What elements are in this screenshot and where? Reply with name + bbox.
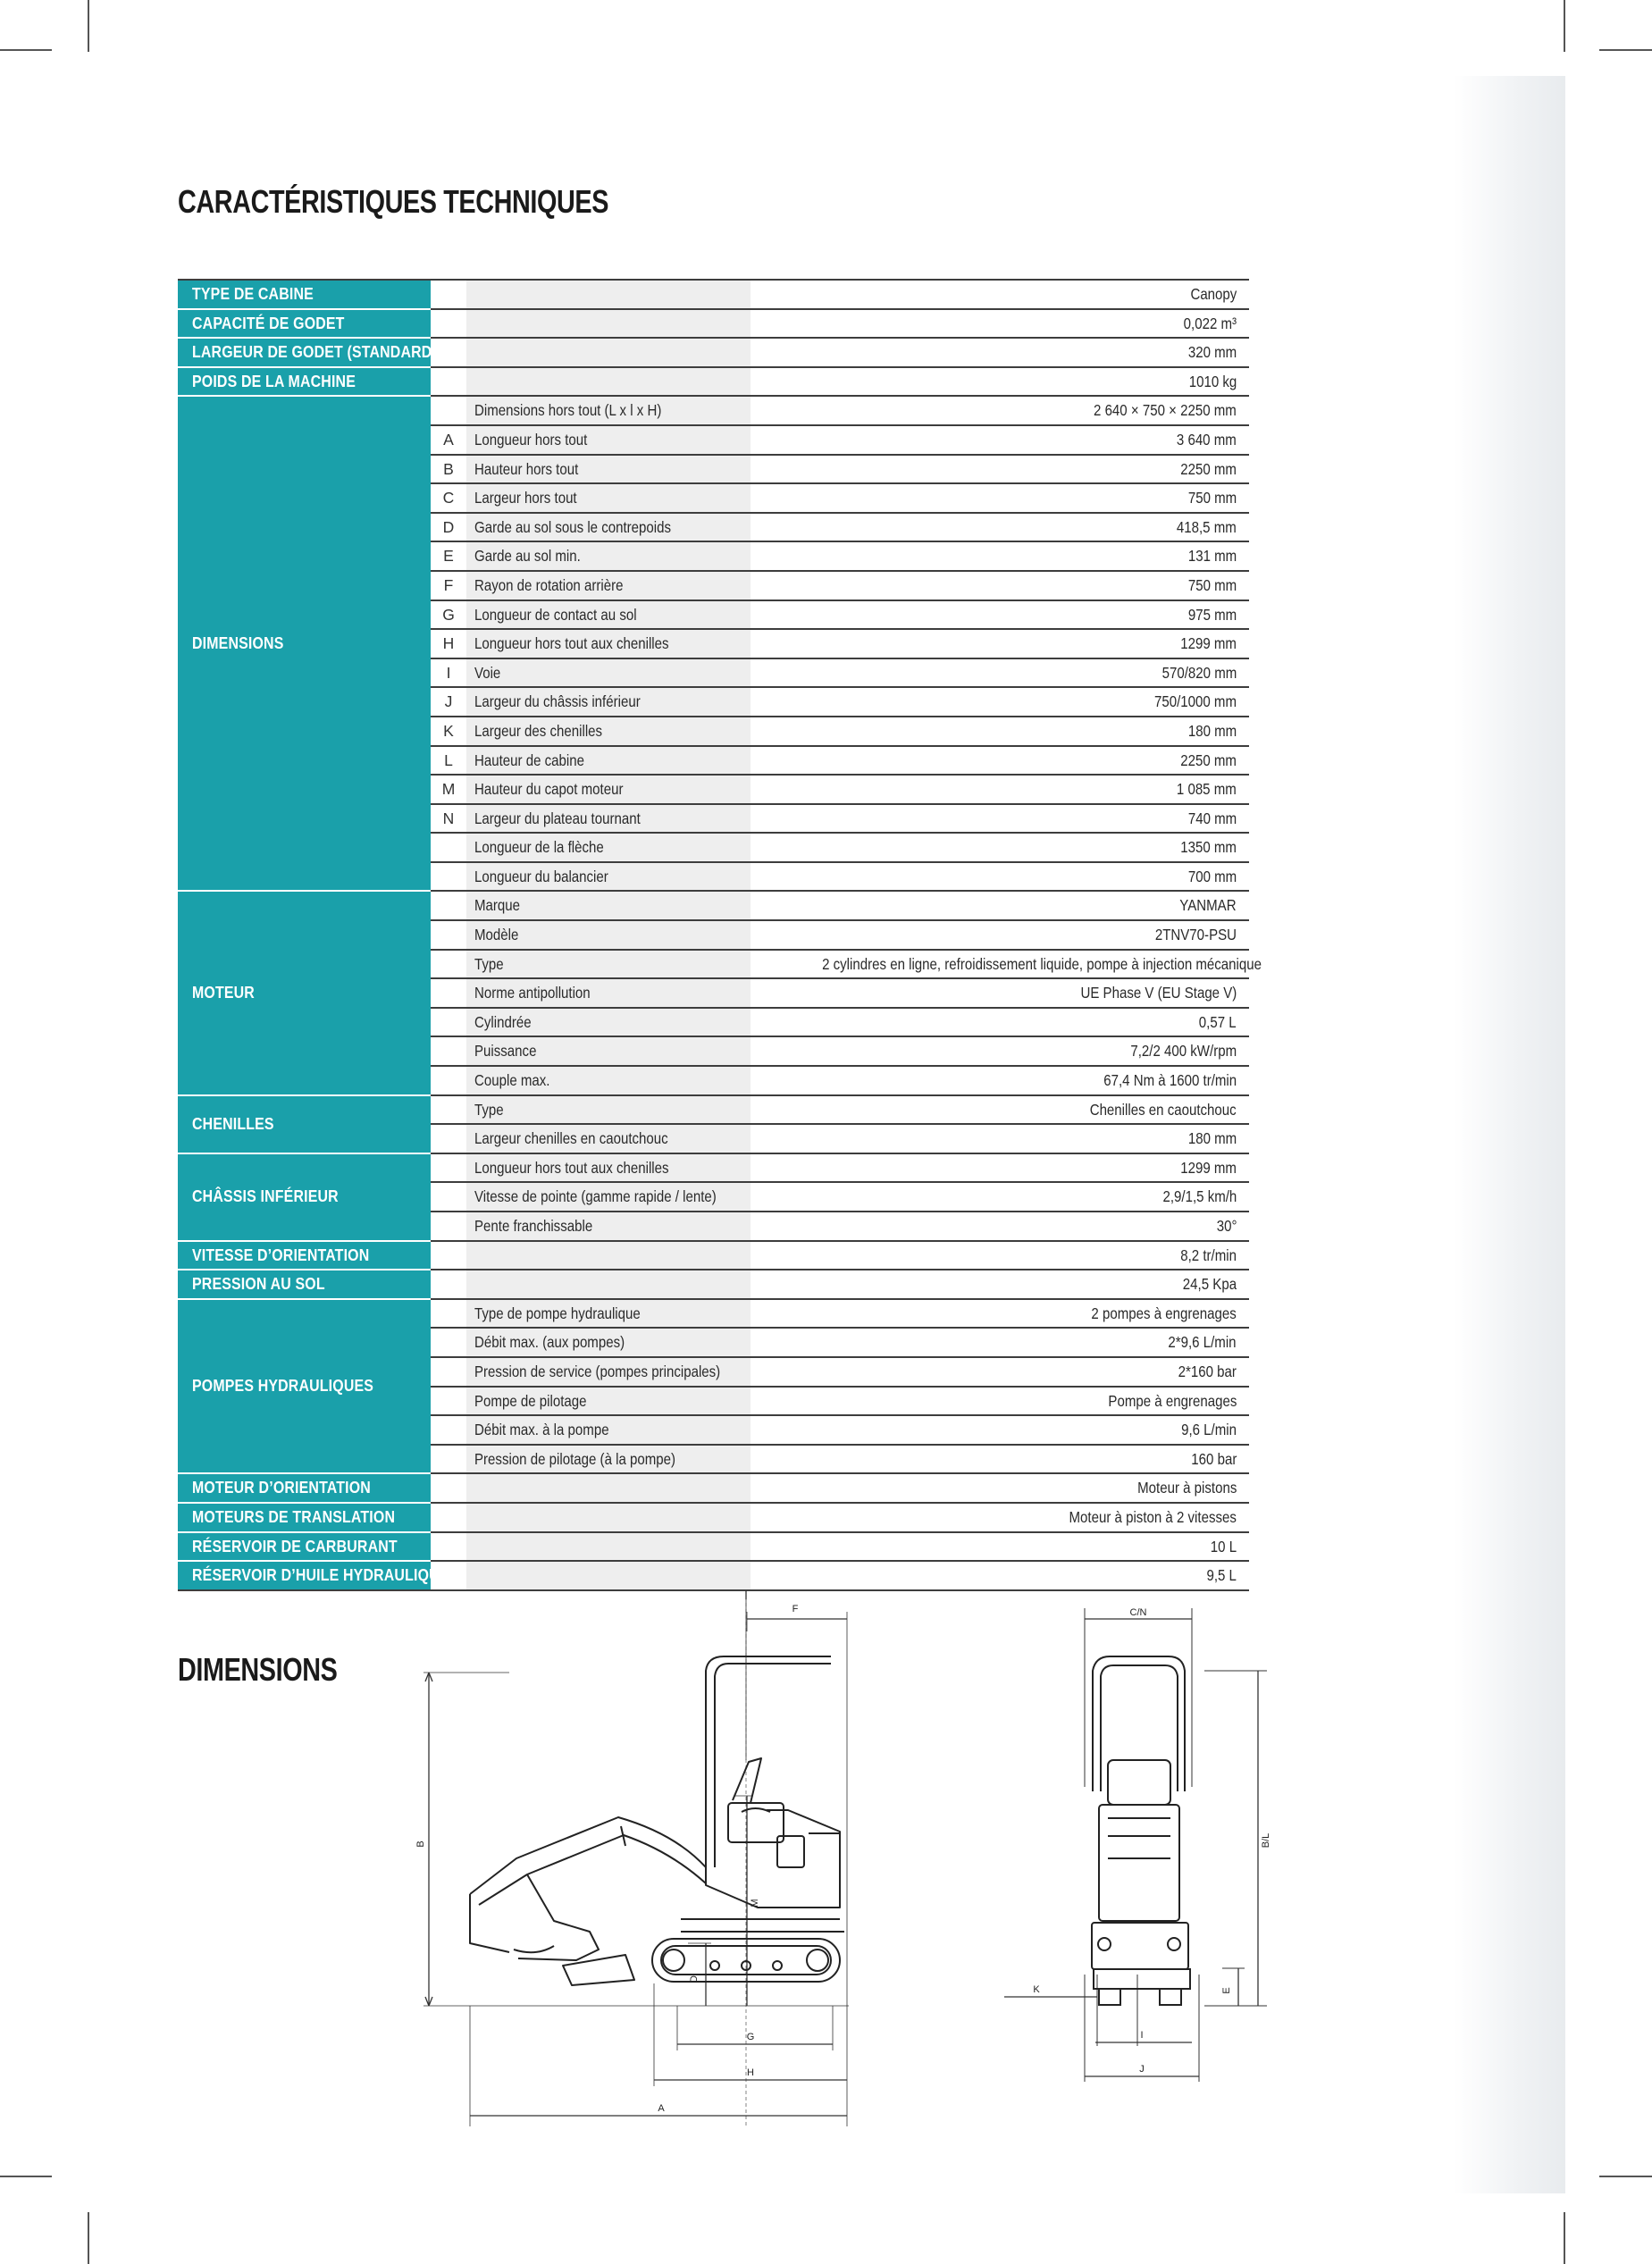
spec-row	[178, 1473, 1249, 1503]
crop-mark	[88, 0, 89, 52]
spec-value	[751, 600, 1249, 630]
spec-table-body	[178, 280, 1262, 1590]
spec-label-text: Dimensions hors tout (L x l x H)	[474, 401, 662, 420]
dim-label-I: I	[1140, 2030, 1144, 2041]
spec-letter	[431, 1036, 466, 1066]
spec-label	[466, 541, 751, 571]
spec-label-text: Cylindrée	[474, 1012, 532, 1031]
spec-label-text: Vitesse de pointe (gamme rapide / lente)	[474, 1187, 717, 1206]
spec-value-text: 180 mm	[1187, 721, 1237, 740]
spec-label-text: Hauteur hors tout	[474, 459, 579, 478]
spec-value	[751, 1445, 1249, 1474]
spec-section-text: MOTEUR D’ORIENTATION	[192, 1478, 371, 1497]
spec-value	[751, 1561, 1249, 1590]
crop-mark	[0, 2176, 52, 2177]
spec-value	[751, 541, 1249, 571]
spec-letter: N	[431, 804, 466, 834]
spec-label	[466, 571, 751, 600]
excavator-side-view-drawing	[415, 1599, 867, 2135]
spec-section-label	[178, 1241, 431, 1270]
spec-label-text: Largeur des chenilles	[474, 721, 603, 740]
dim-label-B: B	[415, 1841, 426, 1848]
spec-section-label	[178, 1095, 431, 1153]
spec-row	[178, 1095, 1249, 1125]
spec-section-label	[178, 309, 431, 339]
spec-label-text: Voie	[474, 663, 501, 682]
spec-letter: M	[431, 775, 466, 804]
spec-label-text: Largeur du châssis inférieur	[474, 692, 641, 711]
spec-section-text: MOTEUR	[192, 983, 255, 1002]
dim-label-G: G	[746, 2032, 755, 2042]
spec-section-label	[178, 1299, 431, 1474]
spec-row	[178, 1153, 1249, 1183]
spec-value	[751, 1153, 1249, 1183]
dim-label-K: K	[1033, 1984, 1040, 1995]
spec-label	[466, 1357, 751, 1387]
spec-value-text: Canopy	[1190, 285, 1237, 303]
spec-label-text: Rayon de rotation arrière	[474, 575, 624, 594]
dim-label-F: F	[792, 1604, 799, 1614]
spec-letter: F	[431, 571, 466, 600]
spec-section-label	[178, 1503, 431, 1532]
spec-label-text: Longueur de contact au sol	[474, 605, 637, 624]
spec-value-text: 10 L	[1210, 1537, 1237, 1555]
spec-label	[466, 483, 751, 513]
spec-value-text: 2*160 bar	[1178, 1362, 1237, 1380]
spec-row	[178, 891, 1249, 920]
spec-label	[466, 338, 751, 367]
spec-label	[466, 1299, 751, 1329]
spec-label-text: Largeur chenilles en caoutchouc	[474, 1129, 668, 1148]
spec-value-text: Moteur à pistons	[1136, 1479, 1237, 1497]
spec-section-label	[178, 891, 431, 1094]
spec-value-text: 975 mm	[1187, 605, 1237, 624]
spec-letter	[431, 1153, 466, 1183]
spec-label-text: Norme antipollution	[474, 984, 591, 1002]
spec-table	[178, 279, 1262, 1591]
dim-label-C-N: C/N	[1129, 1607, 1147, 1618]
spec-label-text: Pente franchissable	[474, 1217, 593, 1235]
dim-label-B-L: B/L	[1261, 1832, 1271, 1849]
excavator-front-view-drawing	[999, 1599, 1285, 2100]
spec-letter	[431, 1503, 466, 1532]
spec-value	[751, 396, 1249, 425]
spec-label-text: Pompe de pilotage	[474, 1391, 587, 1410]
spec-value-text: 750/1000 mm	[1153, 692, 1237, 711]
spec-value-text: 9,6 L/min	[1181, 1421, 1237, 1439]
spec-value-text: 131 mm	[1187, 547, 1237, 566]
specs-title: CARACTÉRISTIQUES TECHNIQUES	[178, 183, 609, 220]
spec-value	[751, 309, 1249, 339]
spec-letter	[431, 833, 466, 862]
spec-letter: K	[431, 717, 466, 746]
crop-mark	[0, 49, 52, 51]
spec-label	[466, 1445, 751, 1474]
spec-label	[466, 804, 751, 834]
spec-value	[751, 1008, 1249, 1037]
spec-label-text: Débit max. (aux pompes)	[474, 1333, 625, 1352]
spec-value-text: 0,57 L	[1199, 1012, 1237, 1031]
spec-label	[466, 455, 751, 484]
spec-label-text: Hauteur du capot moteur	[474, 780, 624, 799]
spec-label-text: Pression de pilotage (à la pompe)	[474, 1449, 676, 1468]
spec-letter	[431, 1357, 466, 1387]
spec-value-text: 0,022 m³	[1183, 314, 1237, 332]
spec-row	[178, 309, 1249, 339]
spec-label	[466, 1008, 751, 1037]
spec-section-label	[178, 396, 431, 891]
spec-label	[466, 950, 751, 979]
spec-label	[466, 1532, 751, 1562]
spec-value	[751, 717, 1249, 746]
spec-value	[751, 1415, 1249, 1445]
spec-value	[751, 891, 1249, 920]
spec-section-label	[178, 1153, 431, 1241]
spec-value	[751, 950, 1262, 979]
spec-value-text: 700 mm	[1187, 867, 1237, 885]
spec-letter: A	[431, 425, 466, 455]
crop-mark	[88, 2212, 89, 2264]
spec-letter	[431, 862, 466, 892]
dimensions-title: DIMENSIONS	[178, 1651, 338, 1688]
spec-value-text: 2 pompes à engrenages	[1091, 1304, 1237, 1322]
spec-letter	[431, 1095, 466, 1125]
spec-label	[466, 775, 751, 804]
spec-label-text: Modèle	[474, 926, 519, 944]
spec-value	[751, 1328, 1249, 1357]
spec-value	[751, 513, 1249, 542]
spec-label	[466, 717, 751, 746]
spec-label	[466, 396, 751, 425]
spec-letter: C	[431, 483, 466, 513]
spec-letter	[431, 280, 466, 309]
spec-label	[466, 1066, 751, 1095]
spec-label	[466, 1124, 751, 1153]
spec-letter	[431, 1299, 466, 1329]
spec-letter	[431, 1473, 466, 1503]
spec-section-text: PRESSION AU SOL	[192, 1274, 325, 1294]
spec-value	[751, 1212, 1249, 1241]
spec-letter	[431, 1124, 466, 1153]
spec-letter	[431, 1328, 466, 1357]
crop-mark	[1564, 2212, 1565, 2264]
spec-letter	[431, 1182, 466, 1212]
spec-label	[466, 658, 751, 688]
spec-label	[466, 425, 751, 455]
spec-value	[751, 746, 1249, 776]
spec-label	[466, 1561, 751, 1590]
spec-value-text: 30°	[1216, 1217, 1237, 1235]
spec-value	[751, 455, 1249, 484]
spec-row	[178, 1561, 1249, 1590]
spec-label	[466, 1241, 751, 1270]
spec-value-text: YANMAR	[1179, 896, 1237, 915]
spec-section-label	[178, 1270, 431, 1299]
spec-label	[466, 600, 751, 630]
spec-letter	[431, 1212, 466, 1241]
spec-letter	[431, 1445, 466, 1474]
spec-label	[466, 687, 751, 717]
spec-label-text: Largeur du plateau tournant	[474, 809, 641, 827]
spec-value	[751, 1357, 1249, 1387]
spec-value	[751, 483, 1249, 513]
spec-letter	[431, 367, 466, 397]
spec-value	[751, 1241, 1249, 1270]
spec-value	[751, 629, 1249, 658]
spec-value-text: 418,5 mm	[1177, 517, 1237, 536]
spec-value-text: 320 mm	[1187, 343, 1237, 362]
spec-label-text: Marque	[474, 896, 521, 915]
spec-label-text: Longueur de la flèche	[474, 838, 604, 857]
spec-label-text: Type	[474, 954, 504, 973]
spec-section-text: CHENILLES	[192, 1113, 274, 1133]
spec-label	[466, 1212, 751, 1241]
spec-value	[751, 1124, 1249, 1153]
spec-label	[466, 833, 751, 862]
spec-label	[466, 1036, 751, 1066]
spec-letter	[431, 1066, 466, 1095]
spec-value	[751, 1036, 1249, 1066]
spec-letter: D	[431, 513, 466, 542]
spec-value	[751, 1182, 1249, 1212]
spec-value-text: 24,5 Kpa	[1182, 1275, 1237, 1294]
spec-value-text: Moteur à piston à 2 vitesses	[1069, 1507, 1237, 1526]
spec-value-text: 1 085 mm	[1177, 780, 1237, 799]
crop-mark	[1564, 0, 1565, 52]
crop-mark	[1599, 49, 1652, 51]
spec-row	[178, 338, 1249, 367]
spec-label-text: Pression de service (pompes principales)	[474, 1362, 721, 1380]
spec-value-text: 2*9,6 L/min	[1168, 1333, 1237, 1352]
spec-value	[751, 571, 1249, 600]
spec-label	[466, 629, 751, 658]
spec-value-text: 2 cylindres en ligne, refroidissement liquide, pompe à injection mécanique	[822, 954, 1262, 973]
crop-mark	[1599, 2176, 1652, 2177]
dim-label-M: M	[750, 1899, 760, 1908]
spec-value	[751, 920, 1249, 950]
spec-letter: L	[431, 746, 466, 776]
spec-value	[751, 833, 1249, 862]
spec-value-text: Pompe à engrenages	[1108, 1391, 1237, 1410]
spec-value-text: 9,5 L	[1206, 1566, 1237, 1585]
spec-letter	[431, 920, 466, 950]
spec-section-text: DIMENSIONS	[192, 633, 284, 653]
spec-value-text: 2250 mm	[1180, 750, 1237, 769]
spec-label	[466, 1095, 751, 1125]
spec-letter	[431, 396, 466, 425]
spec-section-label	[178, 1532, 431, 1562]
spec-value	[751, 804, 1249, 834]
dim-label-J: J	[1139, 2064, 1145, 2075]
spec-value-text: 1350 mm	[1180, 838, 1237, 857]
spec-value-text: 750 mm	[1187, 489, 1237, 507]
spec-value-text: 7,2/2 400 kW/rpm	[1130, 1042, 1237, 1061]
spec-row	[178, 1503, 1249, 1532]
dim-label-E: E	[1221, 1987, 1232, 1994]
spec-label	[466, 1153, 751, 1183]
spec-letter	[431, 950, 466, 979]
spec-label	[466, 746, 751, 776]
spec-row	[178, 367, 1249, 397]
dim-label-H: H	[747, 2067, 754, 2078]
spec-label-text: Débit max. à la pompe	[474, 1421, 609, 1439]
spec-value-text: 570/820 mm	[1161, 663, 1237, 682]
spec-value	[751, 978, 1249, 1008]
spec-section-label	[178, 1473, 431, 1503]
spec-letter: G	[431, 600, 466, 630]
spec-value	[751, 1532, 1249, 1562]
spec-section-text: RÉSERVOIR DE CARBURANT	[192, 1536, 398, 1555]
spec-label	[466, 1328, 751, 1357]
spec-value	[751, 425, 1249, 455]
spec-section-label	[178, 338, 437, 367]
spec-value	[751, 658, 1249, 688]
spec-value	[751, 1095, 1249, 1125]
spec-value-text: 8,2 tr/min	[1180, 1245, 1237, 1264]
spec-value	[751, 367, 1249, 397]
spec-letter	[431, 1415, 466, 1445]
spec-label	[466, 1270, 751, 1299]
page-side-shading	[1454, 76, 1565, 2193]
spec-letter: E	[431, 541, 466, 571]
spec-section-label	[178, 1561, 449, 1590]
spec-row	[178, 1270, 1249, 1299]
spec-label	[466, 309, 751, 339]
spec-value	[751, 862, 1249, 892]
spec-row	[178, 396, 1249, 425]
spec-label-text: Type de pompe hydraulique	[474, 1304, 641, 1322]
spec-label	[466, 920, 751, 950]
spec-value-text: 160 bar	[1190, 1449, 1237, 1468]
spec-section-text: POMPES HYDRAULIQUES	[192, 1376, 374, 1396]
spec-label	[466, 280, 751, 309]
spec-value	[751, 1299, 1249, 1329]
spec-label-text: Puissance	[474, 1042, 537, 1061]
spec-section-label	[178, 280, 431, 309]
spec-label	[466, 1182, 751, 1212]
spec-row	[178, 1299, 1249, 1329]
spec-label	[466, 513, 751, 542]
spec-value	[751, 1503, 1249, 1532]
spec-value	[751, 338, 1249, 367]
spec-label-text: Longueur du balancier	[474, 867, 608, 885]
spec-value	[751, 1270, 1249, 1299]
spec-value-text: 1299 mm	[1180, 1158, 1237, 1177]
spec-label	[466, 1387, 751, 1416]
spec-section-text: TYPE DE CABINE	[192, 284, 314, 303]
spec-value	[751, 280, 1249, 309]
spec-value-text: 3 640 mm	[1177, 430, 1237, 449]
spec-section-text: CHÂSSIS INFÉRIEUR	[192, 1187, 339, 1206]
spec-label	[466, 1503, 751, 1532]
spec-letter: B	[431, 455, 466, 484]
spec-label-text: Longueur hors tout aux chenilles	[474, 1158, 669, 1177]
spec-label-text: Garde au sol sous le contrepoids	[474, 517, 672, 536]
spec-letter: I	[431, 658, 466, 688]
spec-value-text: 1010 kg	[1188, 372, 1237, 390]
spec-section-text: LARGEUR DE GODET (STANDARD)	[192, 342, 437, 362]
spec-row	[178, 1532, 1249, 1562]
spec-value-text: 2,9/1,5 km/h	[1162, 1187, 1237, 1206]
spec-label	[466, 367, 751, 397]
spec-letter: H	[431, 629, 466, 658]
spec-section-text: POIDS DE LA MACHINE	[192, 371, 356, 390]
spec-label	[466, 1415, 751, 1445]
spec-value	[751, 687, 1249, 717]
spec-label-text: Type	[474, 1100, 504, 1119]
spec-letter	[431, 1241, 466, 1270]
spec-letter	[431, 891, 466, 920]
spec-value-text: 1299 mm	[1180, 634, 1237, 653]
spec-value	[751, 1473, 1249, 1503]
spec-section-text: RÉSERVOIR D’HUILE HYDRAULIQUE	[192, 1565, 449, 1585]
spec-value-text: 2 640 × 750 × 2250 mm	[1094, 401, 1237, 420]
spec-section-text: MOTEURS DE TRANSLATION	[192, 1506, 396, 1526]
spec-value	[751, 1066, 1249, 1095]
spec-row	[178, 280, 1249, 309]
spec-label-text: Longueur hors tout	[474, 430, 588, 449]
spec-value-text: 2250 mm	[1180, 459, 1237, 478]
spec-value-text: 2TNV70-PSU	[1154, 926, 1237, 944]
spec-section-text: VITESSE D’ORIENTATION	[192, 1245, 370, 1264]
spec-label-text: Longueur hors tout aux chenilles	[474, 634, 669, 653]
spec-label-text: Largeur hors tout	[474, 489, 577, 507]
dim-label-A: A	[658, 2103, 665, 2114]
spec-label-text: Garde au sol min.	[474, 547, 581, 566]
spec-label-text: Hauteur de cabine	[474, 750, 585, 769]
spec-letter	[431, 1532, 466, 1562]
spec-label	[466, 1473, 751, 1503]
spec-letter	[431, 1008, 466, 1037]
spec-label-text: Couple max.	[474, 1071, 550, 1090]
spec-value-text: 740 mm	[1187, 809, 1237, 827]
spec-value-text: 750 mm	[1187, 575, 1237, 594]
dim-label-D: D	[689, 1975, 700, 1983]
spec-letter	[431, 309, 466, 339]
spec-section-label	[178, 367, 431, 397]
spec-letter	[431, 978, 466, 1008]
spec-value-text: UE Phase V (EU Stage V)	[1080, 984, 1237, 1002]
spec-section-text: CAPACITÉ DE GODET	[192, 313, 345, 332]
spec-value-text: 180 mm	[1187, 1129, 1237, 1148]
spec-label	[466, 862, 751, 892]
spec-label	[466, 978, 751, 1008]
spec-value	[751, 775, 1249, 804]
spec-value	[751, 1387, 1249, 1416]
spec-value-text: Chenilles en caoutchouc	[1090, 1100, 1237, 1119]
spec-label	[466, 891, 751, 920]
spec-row	[178, 1241, 1249, 1270]
spec-value-text: 67,4 Nm à 1600 tr/min	[1103, 1071, 1237, 1090]
spec-letter	[431, 1387, 466, 1416]
spec-letter: J	[431, 687, 466, 717]
spec-letter	[431, 1270, 466, 1299]
